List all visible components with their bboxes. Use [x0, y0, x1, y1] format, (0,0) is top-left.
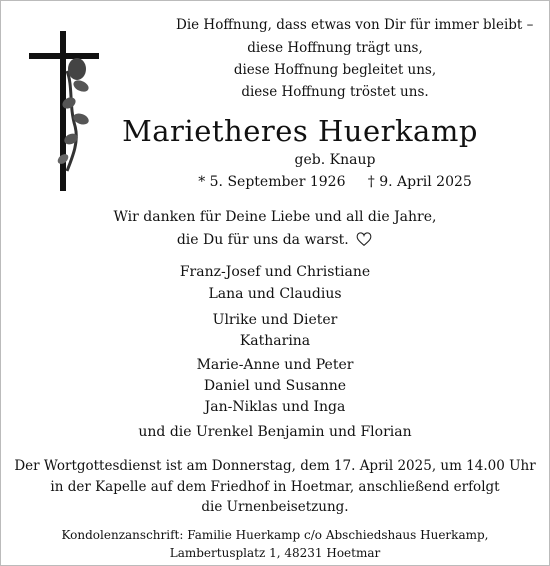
family-member: Lana und Claudius [208, 286, 342, 302]
condolence-line: Kondolenzanschrift: Familie Huerkamp c/o Abschiedshaus Huerkamp, [61, 528, 489, 542]
service-line: Der Wortgottesdienst ist am Donnerstag, dem 17. April 2025, um 14.00 Uhr [14, 458, 536, 474]
life-dates: * 5. September 1926 † 9. April 2025 [198, 174, 472, 190]
family-member: Katharina [239, 333, 311, 349]
cross-with-rose-icon [29, 31, 99, 191]
service-line: die Urnenbeisetzung. [201, 499, 349, 515]
condolence-line: Lambertusplatz 1, 48231 Hoetmar [169, 546, 381, 560]
poem-line: diese Hoffnung trägt uns, [247, 40, 423, 56]
deceased-name: Marietheres Huerkamp [122, 114, 478, 148]
family-member: Franz-Josef und Christiane [179, 264, 371, 280]
birth-name: geb. Knaup [294, 152, 376, 168]
service-line: in der Kapelle auf dem Friedhof in Hoetmar, anschließend erfolgt [50, 479, 500, 495]
thanks-line-with-heart [1, 230, 549, 248]
heart-outline-icon [355, 230, 373, 248]
poem-line: diese Hoffnung begleitet uns, [233, 62, 437, 78]
poem-line: Die Hoffnung, dass etwas von Dir für immer bleibt – [176, 17, 534, 33]
family-member: Daniel und Susanne [203, 378, 347, 394]
thanks-line: Wir danken für Deine Liebe und all die Jahre, [113, 209, 437, 225]
family-member: Ulrike und Dieter [212, 312, 338, 328]
family-member: Jan-Niklas und Inga [204, 399, 346, 415]
family-member: Marie-Anne und Peter [196, 357, 354, 373]
thanks-line: die Du für uns da warst. [176, 232, 349, 248]
poem-line: diese Hoffnung tröstet uns. [241, 84, 429, 100]
family-member: und die Urenkel Benjamin und Florian [138, 424, 412, 440]
